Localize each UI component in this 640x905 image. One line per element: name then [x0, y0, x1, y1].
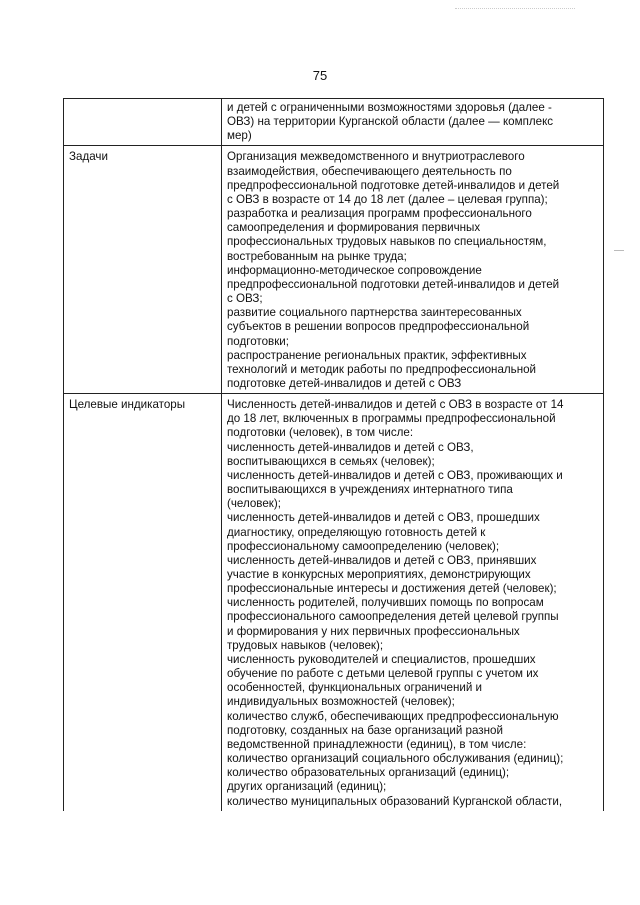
text-line: самоопределения и формирования первичных: [227, 221, 481, 235]
text-line: и детей с ограниченными возможностями здоровья (далее -: [227, 101, 552, 114]
text-line: (человек);: [227, 497, 281, 511]
text-line: разработка и реализация программ профессионального: [227, 207, 532, 221]
text-line: профессиональному самоопределению (человек);: [227, 539, 500, 553]
text-line: информационно-методическое сопровождение: [227, 263, 482, 277]
text-line: подготовку, созданных на базе организаций разной: [227, 723, 503, 737]
table-row: [64, 99, 604, 146]
text-line: воспитывающихся в учреждениях интернатного типа: [227, 483, 513, 497]
text-line: востребованным на рынке труда;: [227, 249, 407, 263]
row-content: [222, 146, 604, 394]
text-line: диагностику, определяющую готовность детей к: [227, 525, 486, 539]
text-line: мер): [227, 129, 252, 143]
text-line: Численность детей-инвалидов и детей с ОВЗ в возрасте от 14: [227, 398, 564, 412]
text-line: и формирования у них первичных профессиональных: [227, 624, 520, 638]
text-line: предпрофессиональной подготовки детей-инвалидов и детей: [227, 277, 560, 291]
table-row: [64, 394, 604, 811]
page-number: 75: [312, 68, 328, 83]
text-line: ОВЗ) на территории Курганской области (далее — комплекс: [227, 115, 554, 129]
text-line: количество муниципальных образований Курганской области,: [227, 794, 563, 808]
text-line: профессионального самоопределения детей целевой группы: [227, 610, 559, 624]
text-line: подготовки (человек), в том числе:: [227, 426, 414, 440]
row-label: [64, 99, 222, 146]
text-line: до 18 лет, включенных в программы предпрофессиональной: [227, 412, 556, 426]
text-line: численность детей-инвалидов и детей с ОВЗ,: [227, 440, 474, 454]
text-line: подготовки;: [227, 334, 289, 348]
text-line: с ОВЗ;: [227, 292, 263, 306]
text-line: количество образовательных организаций (единиц);: [227, 766, 510, 780]
text-line: численность детей-инвалидов и детей с ОВЗ, проживающих и: [227, 468, 563, 482]
text-line: других организаций (единиц);: [227, 780, 387, 794]
text-line: взаимодействия, обеспечивающего деятельность по: [227, 164, 512, 178]
row-label: Задачи: [64, 146, 222, 394]
text-line: подготовке детей-инвалидов и детей с ОВЗ: [227, 376, 462, 390]
text-line: особенностей, функциональных ограничений и: [227, 681, 483, 695]
text-line: субъектов в решении вопросов предпрофессиональной: [227, 320, 530, 334]
text-line: Организация межведомственного и внутриотраслевого: [227, 150, 525, 164]
text-line: воспитывающихся в семьях (человек);: [227, 454, 435, 468]
table-row: [64, 146, 604, 394]
text-line: технологий и методик работы по предпрофессиональной: [227, 362, 537, 376]
text-line: ведомственной принадлежности (единиц), в том числе:: [227, 737, 527, 751]
text-line: профессиональных трудовых навыков по специальностям,: [227, 235, 547, 249]
scan-artifact: [614, 250, 624, 251]
row-label: Целевые индикаторы: [64, 394, 222, 811]
text-line: численность руководителей и специалистов, прошедших: [227, 652, 536, 666]
row-content: [222, 99, 604, 146]
text-line: трудовых навыков (человек);: [227, 638, 384, 652]
row-content: [222, 394, 604, 811]
text-line: численность родителей, получивших помощь по вопросам: [227, 596, 544, 610]
text-line: обучение по работе с детьми целевой группы с учетом их: [227, 667, 539, 681]
text-line: участие в конкурсных мероприятиях, демонстрирующих: [227, 568, 531, 581]
text-line: развитие социального партнерства заинтересованных: [227, 306, 522, 320]
text-line: численность детей-инвалидов и детей с ОВЗ, принявших: [227, 553, 537, 567]
text-line: распространение региональных практик, эффективных: [227, 348, 527, 362]
program-passport-table: [63, 98, 604, 811]
text-line: численность детей-инвалидов и детей с ОВЗ, прошедших: [227, 511, 540, 525]
text-line: индивидуальных возможностей (человек);: [227, 695, 455, 709]
text-line: количество организаций социального обслуживания (единиц);: [227, 752, 564, 766]
scan-artifact: [455, 8, 575, 11]
text-line: количество служб, обеспечивающих предпрофессиональную: [227, 709, 559, 723]
text-line: предпрофессиональной подготовке детей-инвалидов и детей: [227, 178, 560, 192]
text-line: профессиональные интересы и достижения детей (человек);: [227, 582, 557, 596]
text-line: с ОВЗ в возрасте от 14 до 18 лет (далее – целевая группа);: [227, 192, 548, 206]
